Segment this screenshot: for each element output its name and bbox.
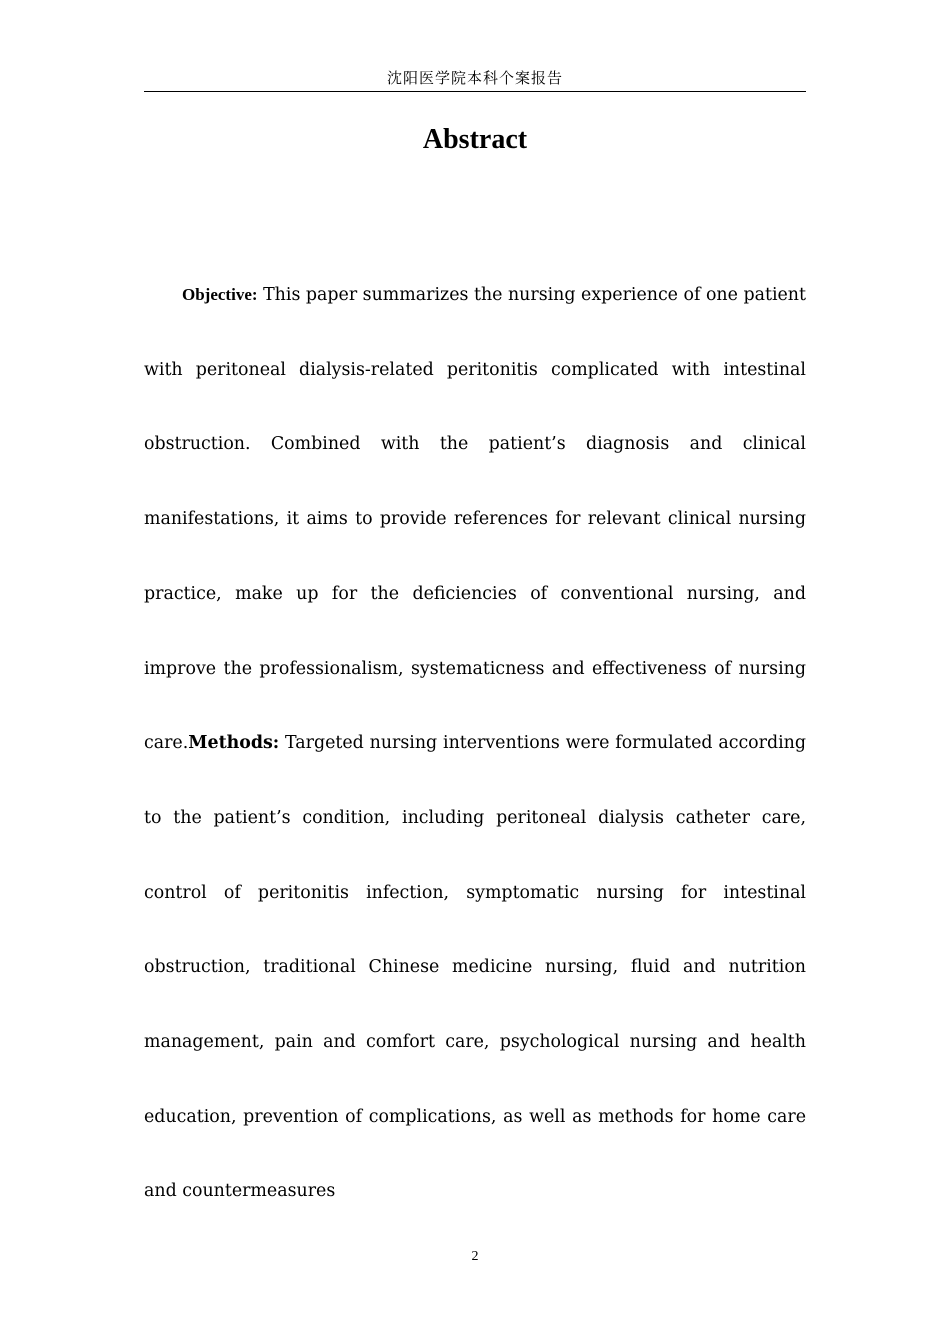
methods-text: Targeted nursing interventions were formulated according to the patient’s condition, including peritoneal dialysis catheter care, control of peritonitis infection, symptomatic nursing for intestinal obstruction, traditional Chinese medicine nursing, fluid and nutrition management, pain and comfort care, psychological nursing and health education, prevention of complications, as well as methods for home care and countermeasures bbox=[144, 733, 806, 1202]
methods-label: Methods: bbox=[188, 733, 280, 754]
abstract-paragraph bbox=[144, 258, 806, 1229]
objective-label: Objective: bbox=[182, 285, 258, 304]
objective-text: This paper summarizes the nursing experience of one patient with peritoneal dialysis-related peritonitis complicated with intestinal obstruction. Combined with the patient’s diagnosis and clinical manifestations, it aims to provide references for relevant clinical nursing practice, make up for the deficiencies of conventional nursing, and improve the professionalism, systematicness and effectiveness of nursing care. bbox=[144, 285, 807, 754]
page-number: 2 bbox=[471, 1249, 479, 1264]
page-title: Abstract bbox=[422, 124, 528, 155]
header-rule bbox=[144, 91, 806, 92]
running-header: 沈阳医学院本科个案报告 bbox=[386, 69, 563, 87]
